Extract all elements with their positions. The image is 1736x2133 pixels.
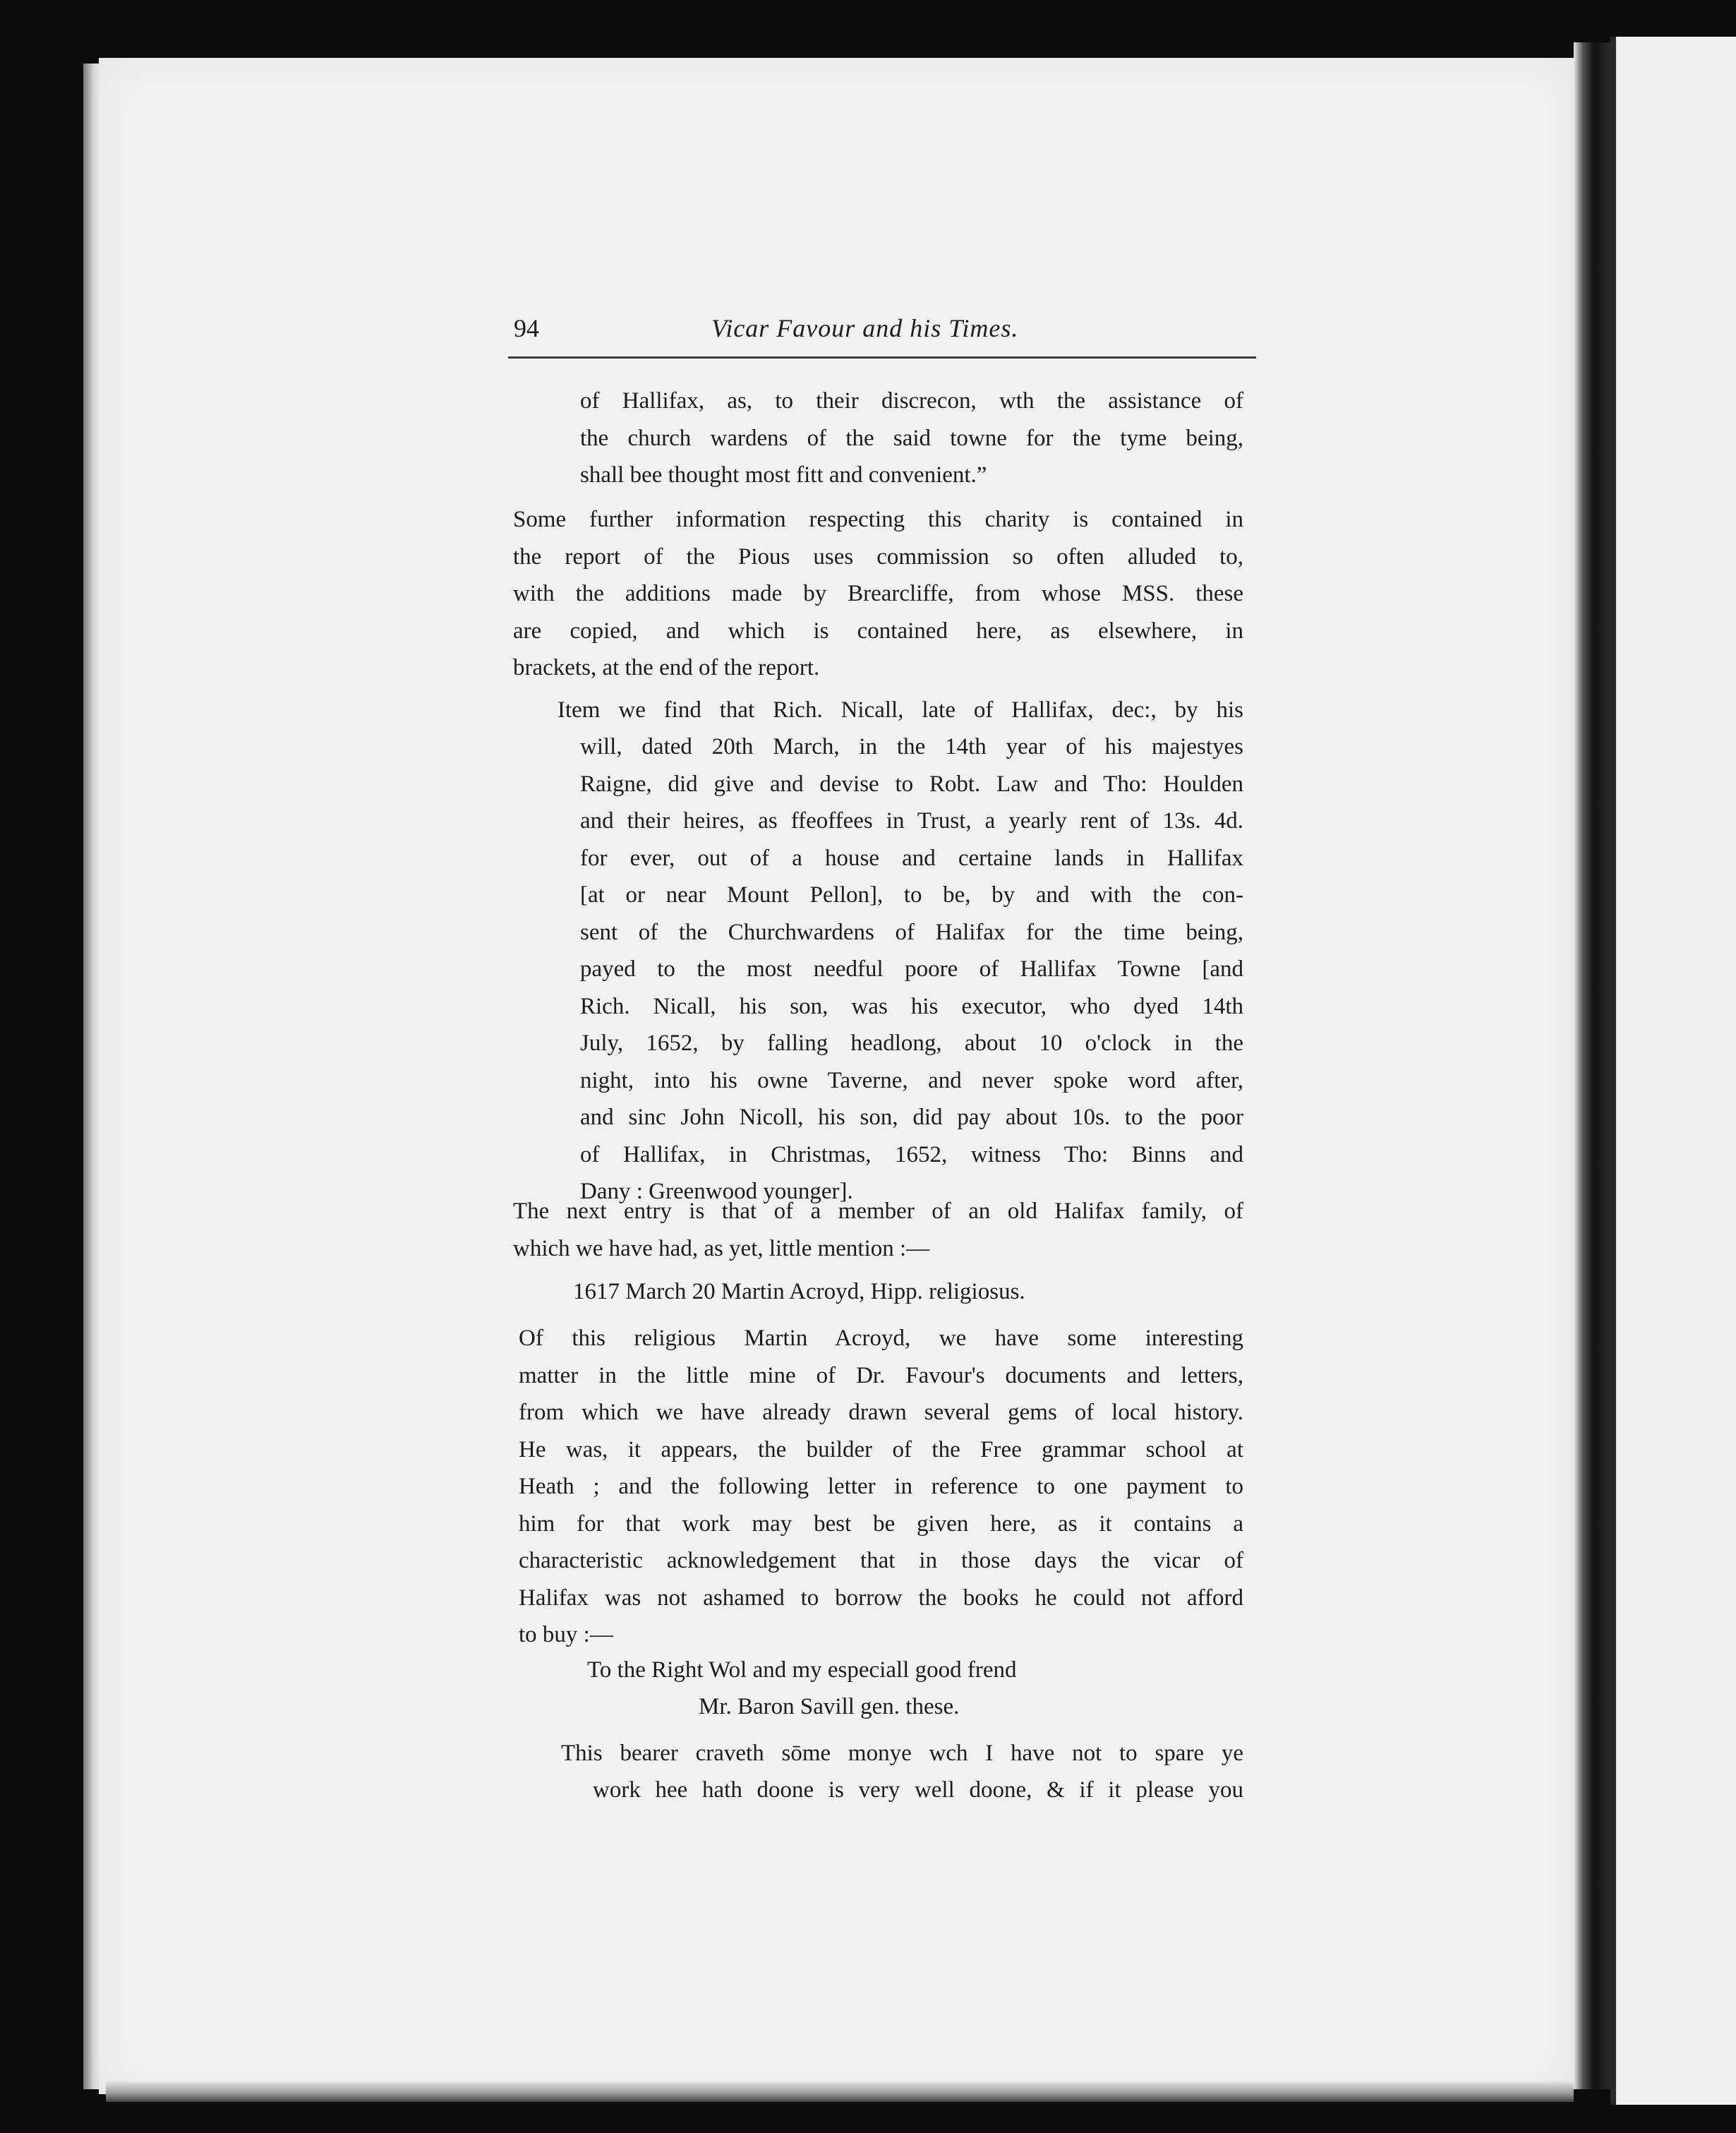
text-line: To the Right Wol and my especiall good frend xyxy=(587,1657,1017,1683)
text-line: which we have had, as yet, little mention :— xyxy=(513,1235,930,1261)
text-line: from which we have already drawn several gems of local history. xyxy=(519,1400,1243,1425)
text-line: characteristic acknowledgement that in those days the vicar of xyxy=(519,1548,1243,1573)
text-line: Halifax was not ashamed to borrow the books he could not afford xyxy=(519,1585,1243,1611)
text-line: to buy :— xyxy=(519,1622,613,1647)
header-rule xyxy=(508,356,1256,359)
quote-continuation xyxy=(580,383,1243,494)
running-title: Vicar Favour and his Times. xyxy=(711,314,1019,342)
letter-body-first-line xyxy=(561,1735,1243,1772)
letter-address-line-1 xyxy=(587,1652,1222,1689)
text-line: Item we find that Rich. Nicall, late of Hallifax, dec:, by his xyxy=(557,697,1243,723)
register-entry xyxy=(573,1273,1250,1311)
text-line: payed to the most needful poore of Hallifax Towne [and xyxy=(580,956,1243,982)
text-line: night, into his owne Taverne, and never spoke word after, xyxy=(580,1067,1243,1093)
text-line: Some further information respecting this charity is contained in xyxy=(513,507,1243,532)
text-line: for ever, out of a house and certaine lands in Hallifax xyxy=(580,845,1243,871)
page-number: 94 xyxy=(514,314,539,342)
text-line: and sinc John Nicoll, his son, did pay about 10s. to the poor xyxy=(580,1105,1243,1130)
paragraph-martin-acroyd xyxy=(519,1320,1243,1654)
text-line: the report of the Pious uses commission so often alluded to, xyxy=(513,543,1243,570)
text-line: sent of the Churchwardens of Halifax for the time being, xyxy=(580,919,1243,945)
text-line: He was, it appears, the builder of the Free grammar school at xyxy=(519,1436,1243,1462)
text-line: with the additions made by Brearcliffe, from whose MSS. these xyxy=(513,581,1243,606)
text-line: July, 1652, by falling headlong, about 10 o'clock in the xyxy=(580,1031,1243,1056)
text-line: are copied, and which is contained here, as elsewhere, in xyxy=(513,618,1243,644)
letter-body xyxy=(593,1772,1243,1809)
text-line: Of this religious Martin Acroyd, we have some interesting xyxy=(519,1326,1243,1351)
text-line: will, dated 20th March, in the 14th year of his majestyes xyxy=(580,734,1243,759)
running-header xyxy=(514,308,1255,350)
facing-page xyxy=(1610,37,1736,2105)
text-line: brackets, at the end of the report. xyxy=(513,655,820,680)
text-line: of Hallifax, in Christmas, 1652, witness Tho: Binns and xyxy=(580,1141,1243,1167)
text-line: Dany : Greenwood younger]. xyxy=(580,1179,853,1204)
text-line: matter in the little mine of Dr. Favour's documents and letters, xyxy=(519,1362,1243,1388)
text-line: shall bee thought most fitt and convenient.” xyxy=(580,462,987,488)
text-line: 1617 March 20 Martin Acroyd, Hipp. religiosus. xyxy=(573,1279,1025,1304)
text-line: him for that work may best be given here, as it contains a xyxy=(519,1510,1243,1537)
text-line: Mr. Baron Savill gen. these. xyxy=(699,1694,960,1719)
letter-address-line-2 xyxy=(699,1688,1193,1726)
book-spine xyxy=(1574,42,1610,2089)
item-entry-first-line xyxy=(557,692,1243,729)
item-entry xyxy=(580,728,1243,1210)
text-line: The next entry is that of a member of an old Halifax family, of xyxy=(513,1198,1243,1224)
paragraph-charity-report xyxy=(513,501,1243,687)
text-line: of Hallifax, as, to their discrecon, wth the assistance of xyxy=(580,388,1243,414)
text-line: This bearer craveth sōme monye wch I have not to spare ye xyxy=(561,1741,1243,1766)
facing-page-edge xyxy=(1610,37,1616,2105)
text-line: [at or near Mount Pellon], to be, by and with the con- xyxy=(580,882,1243,908)
text-line: Raigne, did give and devise to Robt. Law and Tho: Houlden xyxy=(580,771,1243,797)
text-line: and their heires, as ffeoffees in Trust, a yearly rent of 13s. 4d. xyxy=(580,808,1243,834)
paragraph-next-entry xyxy=(513,1193,1243,1267)
text-line: Heath ; and the following letter in reference to one payment to xyxy=(519,1474,1243,1499)
text-line: the church wardens of the said towne for the tyme being, xyxy=(580,425,1243,451)
page-bottom-edge xyxy=(106,2081,1574,2102)
text-line: work hee hath doone is very well doone, & if it please you xyxy=(593,1777,1243,1803)
text-line: Rich. Nicall, his son, was his executor, who dyed 14th xyxy=(580,993,1243,1019)
